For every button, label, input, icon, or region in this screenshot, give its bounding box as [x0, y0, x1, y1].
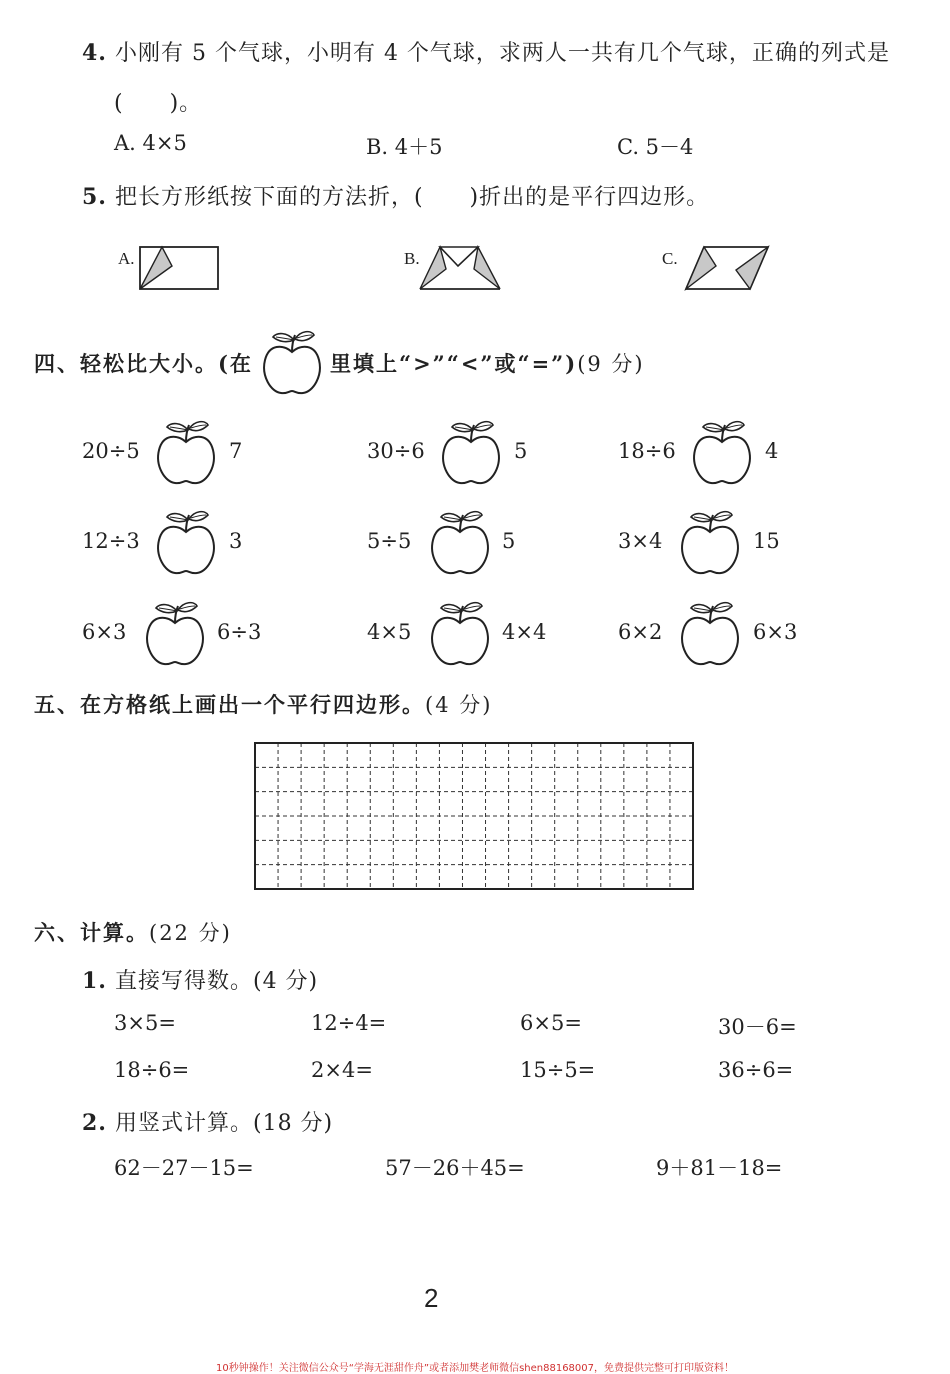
q5-figure-a[interactable] — [138, 244, 222, 296]
calc-item[interactable]: 30－6= — [718, 1015, 797, 1039]
compare-apple-input[interactable] — [440, 420, 502, 486]
compare-left: 3×4 — [618, 529, 663, 553]
calc-item[interactable]: 3×5= — [114, 1011, 176, 1035]
compare-right: 5 — [502, 529, 516, 553]
section4-title-end-text: 里填上“>”“<”或“=”) — [330, 351, 578, 376]
sub1-points: (4 分) — [252, 969, 319, 994]
vertical-calc-item[interactable]: 62－27－15= — [114, 1156, 254, 1180]
compare-left: 20÷5 — [82, 439, 140, 463]
section4-points: (9 分) — [577, 352, 645, 376]
q4-answer-blank[interactable]: ( )。 — [114, 91, 203, 116]
sub2-points: (18 分) — [252, 1111, 334, 1136]
section6-points: (22 分) — [149, 921, 232, 945]
vertical-calc-item[interactable]: 9＋81－18= — [656, 1156, 783, 1180]
q5-figure-c[interactable] — [684, 244, 770, 296]
compare-right: 15 — [753, 529, 780, 553]
vertical-calc-item[interactable]: 57－26＋45= — [385, 1156, 525, 1180]
calc-item[interactable]: 18÷6= — [114, 1058, 190, 1082]
footer-notice: 10秒钟操作！关注微信公众号“学海无涯甜作舟”或者添加樊老师微信shen88168007，免费提供完整可打印版资料！ — [215, 1363, 735, 1374]
compare-right: 6×3 — [753, 620, 798, 644]
section6-title-text: 六、计算。 — [34, 920, 149, 945]
section5-title-text: 五、在方格纸上画出一个平行四边形。 — [34, 692, 425, 717]
q5-label-c: C. — [662, 249, 678, 268]
q5-text: 把长方形纸按下面的方法折，( )折出的是平行四边形。 — [114, 185, 710, 210]
q4-option-a[interactable]: A. 4×5 — [114, 131, 187, 155]
q5-stem — [82, 180, 709, 211]
section5-points: (4 分) — [425, 693, 493, 717]
compare-right: 4 — [765, 439, 779, 463]
q4-text: 小刚有 5 个气球，小明有 4 个气球，求两人一共有几个气球，正确的列式是 — [114, 41, 890, 66]
section5-title — [34, 689, 492, 719]
compare-apple-input[interactable] — [679, 510, 741, 576]
calc-item[interactable]: 15÷5= — [520, 1058, 596, 1082]
q5-number: 5. — [82, 184, 107, 210]
q5-label-a: A. — [118, 249, 135, 268]
sub2-number: 2. — [82, 1110, 107, 1136]
sub1-title-text: 直接写得数。 — [114, 969, 253, 994]
page-number: 2 — [424, 1283, 439, 1313]
compare-right: 4×4 — [502, 620, 547, 644]
compare-apple-input[interactable] — [144, 601, 206, 667]
compare-right: 3 — [229, 529, 243, 553]
compare-left: 12÷3 — [82, 529, 140, 553]
q4-option-b[interactable]: B. 4＋5 — [366, 135, 443, 159]
sub1-title — [82, 964, 318, 995]
apple-icon — [261, 330, 323, 396]
compare-left: 30÷6 — [367, 439, 425, 463]
q4-number: 4. — [82, 40, 107, 66]
compare-right: 5 — [514, 439, 528, 463]
compare-apple-input[interactable] — [429, 510, 491, 576]
section4-title: 四、轻松比大小。(在 — [34, 351, 253, 376]
compare-left: 6×2 — [618, 620, 663, 644]
sub1-number: 1. — [82, 968, 107, 994]
section4-title-end — [330, 348, 645, 378]
compare-right: 6÷3 — [217, 620, 262, 644]
compare-apple-input[interactable] — [679, 601, 741, 667]
q5-label-b: B. — [404, 249, 420, 268]
compare-left: 6×3 — [82, 620, 127, 644]
calc-item[interactable]: 2×4= — [311, 1058, 373, 1082]
compare-left: 4×5 — [367, 620, 412, 644]
section6-title — [34, 917, 232, 947]
calc-item[interactable]: 6×5= — [520, 1011, 582, 1035]
q5-figure-b[interactable] — [418, 244, 502, 296]
grid-paper[interactable] — [253, 741, 695, 891]
calc-item[interactable]: 12÷4= — [311, 1011, 387, 1035]
compare-apple-input[interactable] — [155, 420, 217, 486]
compare-apple-input[interactable] — [691, 420, 753, 486]
q4-option-c[interactable]: C. 5－4 — [617, 135, 694, 159]
compare-right: 7 — [229, 439, 243, 463]
q4-stem — [82, 36, 890, 67]
sub2-title — [82, 1106, 333, 1137]
sub2-title-text: 用竖式计算。 — [114, 1111, 253, 1136]
compare-apple-input[interactable] — [429, 601, 491, 667]
compare-apple-input[interactable] — [155, 510, 217, 576]
compare-left: 18÷6 — [618, 439, 676, 463]
compare-left: 5÷5 — [367, 529, 412, 553]
calc-item[interactable]: 36÷6= — [718, 1058, 794, 1082]
